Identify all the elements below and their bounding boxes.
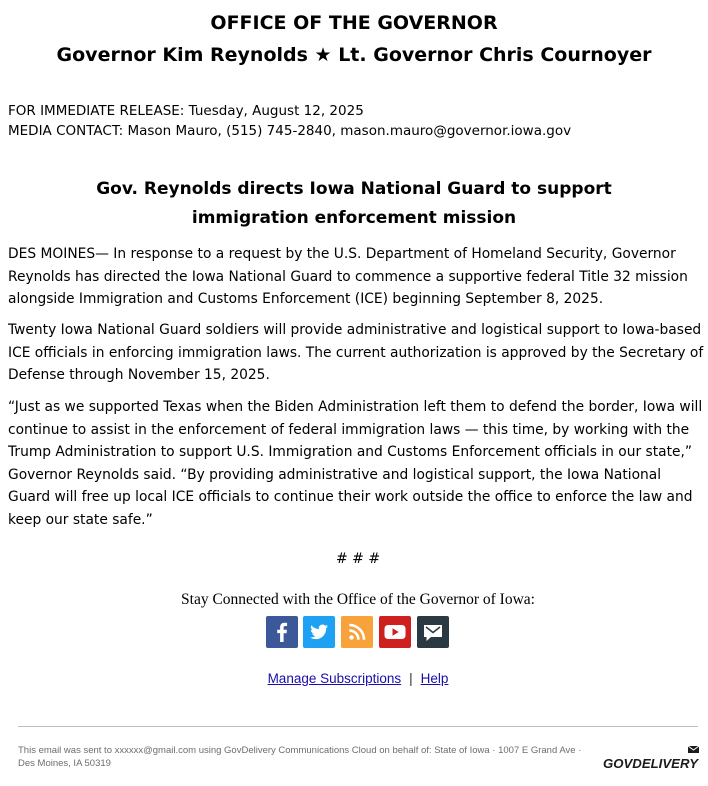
help-link[interactable]: Help [420, 671, 449, 686]
envelope-icon [688, 746, 699, 753]
email-link[interactable] [417, 616, 449, 648]
stay-connected-text: Stay Connected with the Office of the Governor of Iowa: [181, 591, 535, 608]
footer-text: This email was sent to xxxxxx@gmail.com using GovDelivery Communications Cloud on behalf of: State of Iowa · 1007 E Grand Ave · Des Moines, IA 50319 [18, 745, 582, 769]
governor-names: Governor Kim Reynolds ★ Lt. Governor Chris Cournoyer [56, 44, 652, 66]
body-paragraph: “Just as we supported Texas when the Biden Administration left them to defend the border, Iowa will continue to assist in the enforcement of federal immigration laws — this time, by working with the Trump Administration to support U.S. Immigration and Customs Enforcement officials in our state,” Governor Reynolds said. “By providing administrative and logistical support, the Iowa National Guard will free up local ICE officials to continue their work outside the office to enforce the law and keep our state safe.” [8, 399, 703, 528]
office-title: OFFICE OF THE GOVERNOR [210, 12, 498, 34]
body-paragraph: Twenty Iowa National Guard soldiers will provide administrative and logistical support to Iowa-based ICE officials in enforcing immigration laws. The current authorization is approved by the Secretary of Defense through November 15, 2025. [8, 322, 704, 383]
link-separator: | [409, 671, 413, 686]
end-mark: # # # [335, 551, 381, 567]
govdelivery-logo[interactable] [602, 746, 702, 774]
youtube-link[interactable] [379, 616, 411, 648]
youtube-icon [379, 616, 411, 648]
footer-divider [18, 726, 698, 727]
twitter-link[interactable] [303, 616, 335, 648]
govdelivery-logo-text: GOVDELIVERY [603, 756, 699, 771]
subscription-links [0, 671, 708, 686]
twitter-icon [303, 616, 335, 648]
rss-link[interactable] [341, 616, 373, 648]
facebook-icon [266, 616, 298, 648]
email-icon [417, 616, 449, 648]
rss-icon [341, 616, 373, 648]
body-paragraph: DES MOINES— In response to a request by the U.S. Department of Homeland Security, Governor Reynolds has directed the Iowa National Guard to commence a supportive federal Title 32 mission alongside Immigration and Customs Enforcement (ICE) beginning September 8, 2025. [8, 246, 688, 307]
facebook-link[interactable] [266, 616, 298, 648]
media-contact: MEDIA CONTACT: Mason Mauro, (515) 745-2840, mason.mauro@governor.iowa.gov [8, 123, 572, 139]
release-date: FOR IMMEDIATE RELEASE: Tuesday, August 12, 2025 [8, 103, 364, 119]
manage-subscriptions-link[interactable]: Manage Subscriptions [267, 671, 402, 686]
press-release-headline: Gov. Reynolds directs Iowa National Guard to support immigration enforcement mission [96, 179, 612, 228]
